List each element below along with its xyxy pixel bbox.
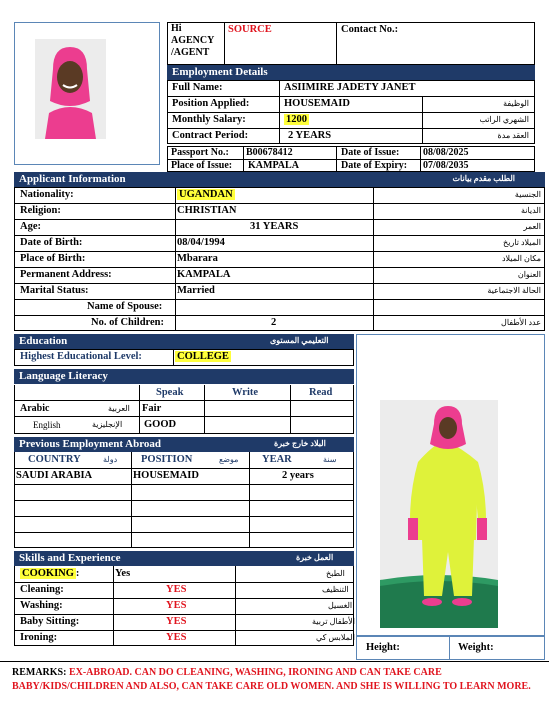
portrait-photo-frame	[14, 22, 160, 165]
prev-row-country: SAUDI ARABIA	[16, 470, 93, 481]
skill-cleaning-value: YES	[166, 584, 187, 595]
prev-row-year: 2 years	[282, 470, 314, 481]
language-arabic-label-ar: العربية	[108, 404, 130, 413]
skills-title: Skills and Experience	[19, 552, 121, 564]
position-applied-arabic: الوظيفة	[503, 99, 529, 108]
contact-label: Contact No.:	[341, 24, 399, 35]
expiry-date-label: Date of Expiry:	[341, 160, 408, 171]
skills-header	[14, 551, 354, 566]
language-english-speak: GOOD	[144, 419, 177, 430]
skill-washing-value: YES	[166, 600, 187, 611]
language-english-label: English	[33, 420, 61, 430]
age-value: 31 YEARS	[250, 221, 299, 232]
language-table	[14, 385, 354, 434]
portrait-figure-icon	[35, 39, 106, 139]
education-level-label: Highest Educational Level:	[20, 351, 142, 362]
nationality-value: UGANDAN	[179, 189, 233, 200]
contract-period-arabic: العقد مدة	[497, 131, 529, 140]
remarks-text: EX-ABROAD. CAN DO CLEANING, WASHING, IRONING AND CAN TAKE CARE BABY/KIDS/CHILDREN AND ALSO, CAN TAKE CARE OLD WOMEN. AND SHE IS WILLING TO LEARN MORE.	[12, 667, 531, 692]
applicant-info-title: Applicant Information	[19, 173, 126, 185]
applicant-info-header	[14, 172, 545, 187]
date-of-birth-value: 08/04/1994	[177, 237, 225, 248]
skill-ironing-value: YES	[166, 632, 187, 643]
language-arabic-label: Arabic	[20, 403, 50, 414]
marital-status-arabic: الحالة الاجتماعية	[487, 286, 541, 295]
language-header: Language Literacy	[14, 369, 354, 384]
place-of-birth-arabic: مكان الميلاد	[501, 254, 541, 263]
full-name-label: Full Name:	[172, 82, 223, 93]
education-title: Education	[19, 335, 68, 347]
religion-label: Religion:	[20, 205, 61, 216]
children-arabic: عدد الأطفال	[501, 318, 541, 327]
skill-baby-sitting-value: YES	[166, 616, 187, 627]
date-of-birth-label: Date of Birth:	[20, 237, 83, 248]
agency-label: Hi AGENCY /AGENT	[171, 23, 215, 58]
prev-row-position: HOUSEMAID	[133, 470, 199, 481]
place-of-birth-value: Mbarara	[177, 253, 218, 264]
skill-ironing-arabic: الملابس كي	[316, 633, 355, 642]
spouse-name-label: Name of Spouse:	[87, 301, 163, 312]
education-header	[14, 334, 354, 349]
skill-baby-sitting-arabic: الأطفال تربية	[312, 617, 356, 626]
passport-label: Passport No.:	[171, 147, 229, 158]
place-of-issue-label: Place of Issue:	[171, 160, 233, 171]
education-title-arabic: التعليمي المستوى	[270, 336, 329, 345]
skill-cooking-value: Yes	[115, 568, 131, 579]
language-header-write: Write	[232, 387, 259, 398]
previous-employment-title-arabic: البلاد خارج خبرة	[274, 439, 326, 448]
expiry-date-value: 07/08/2035	[423, 160, 469, 171]
employment-details-header: Employment Details	[167, 65, 535, 80]
passport-value: B00678412	[246, 147, 293, 158]
full-body-photo	[380, 400, 498, 628]
skill-ironing-label: Ironing:	[20, 632, 58, 643]
skill-cleaning-arabic: التنظيف	[322, 585, 349, 594]
previous-employment-header	[14, 437, 354, 452]
remarks	[12, 666, 540, 694]
skill-washing-arabic: الغسيل	[328, 601, 353, 610]
language-arabic-speak: Fair	[142, 403, 162, 414]
monthly-salary-value: 1200	[286, 114, 307, 125]
children-value: 2	[271, 317, 277, 328]
age-label: Age:	[20, 221, 41, 232]
age-arabic: العمر	[523, 222, 541, 231]
language-header-read: Read	[309, 387, 333, 398]
language-english-label-ar: الإنجليزية	[92, 420, 123, 429]
skill-cooking-arabic: الطبخ	[326, 569, 345, 578]
position-applied-value: HOUSEMAID	[284, 98, 350, 109]
language-header-speak: Speak	[156, 387, 184, 398]
skill-cooking-label: COOKING	[22, 568, 74, 579]
contract-period-label: Contract Period:	[172, 130, 249, 141]
full-body-figure-icon	[380, 400, 498, 628]
place-of-issue-value: KAMPALA	[248, 160, 299, 171]
skill-cooking-colon: :	[75, 568, 80, 579]
full-name-value: ASIIMIRE JADETY JANET	[284, 82, 416, 93]
remarks-label: REMARKS:	[12, 667, 67, 678]
agency-source: SOURCE	[228, 24, 272, 35]
permanent-address-arabic: العنوان	[517, 270, 541, 279]
date-of-birth-arabic: الميلاد تاريخ	[503, 238, 541, 247]
skills-title-arabic: العمل خبرة	[296, 553, 334, 562]
prev-header-position-ar: موضع	[219, 455, 239, 464]
marital-status-value: Married	[177, 285, 215, 296]
prev-header-country-ar: دولة	[103, 455, 118, 464]
prev-header-position: POSITION	[141, 454, 193, 465]
nationality-label: Nationality:	[20, 189, 74, 200]
monthly-salary-arabic: الشهري الراتب	[479, 115, 529, 124]
prev-header-year-ar: سنة	[323, 455, 337, 464]
previous-employment-title: Previous Employment Abroad	[19, 438, 161, 450]
children-label: No. of Children:	[91, 317, 165, 328]
marital-status-label: Marital Status:	[20, 285, 89, 296]
remarks-divider	[0, 661, 549, 662]
permanent-address-label: Permanent Address:	[20, 269, 112, 280]
issue-date-value: 08/08/2025	[423, 147, 469, 158]
permanent-address-value: KAMPALA	[177, 269, 231, 280]
skill-baby-sitting-label: Baby Sitting:	[20, 616, 80, 627]
prev-header-year: YEAR	[262, 454, 292, 465]
contract-period-value: 2 YEARS	[288, 130, 332, 141]
issue-date-label: Date of Issue:	[341, 147, 400, 158]
position-applied-label: Position Applied:	[172, 98, 250, 109]
skill-cleaning-label: Cleaning:	[20, 584, 64, 595]
monthly-salary-label: Monthly Salary:	[172, 114, 246, 125]
skill-washing-label: Washing:	[20, 600, 63, 611]
place-of-birth-label: Place of Birth:	[20, 253, 86, 264]
height-label: Height:	[366, 642, 400, 653]
nationality-arabic: الجنسية	[514, 190, 541, 199]
education-level-value: COLLEGE	[177, 351, 229, 362]
religion-value: CHRISTIAN	[177, 205, 237, 216]
prev-header-country: COUNTRY	[28, 454, 81, 465]
portrait-photo	[35, 39, 106, 139]
religion-arabic: الديانة	[520, 206, 541, 215]
applicant-info-title-arabic: الطلب مقدم بيانات	[452, 174, 515, 183]
weight-label: Weight:	[458, 642, 494, 653]
